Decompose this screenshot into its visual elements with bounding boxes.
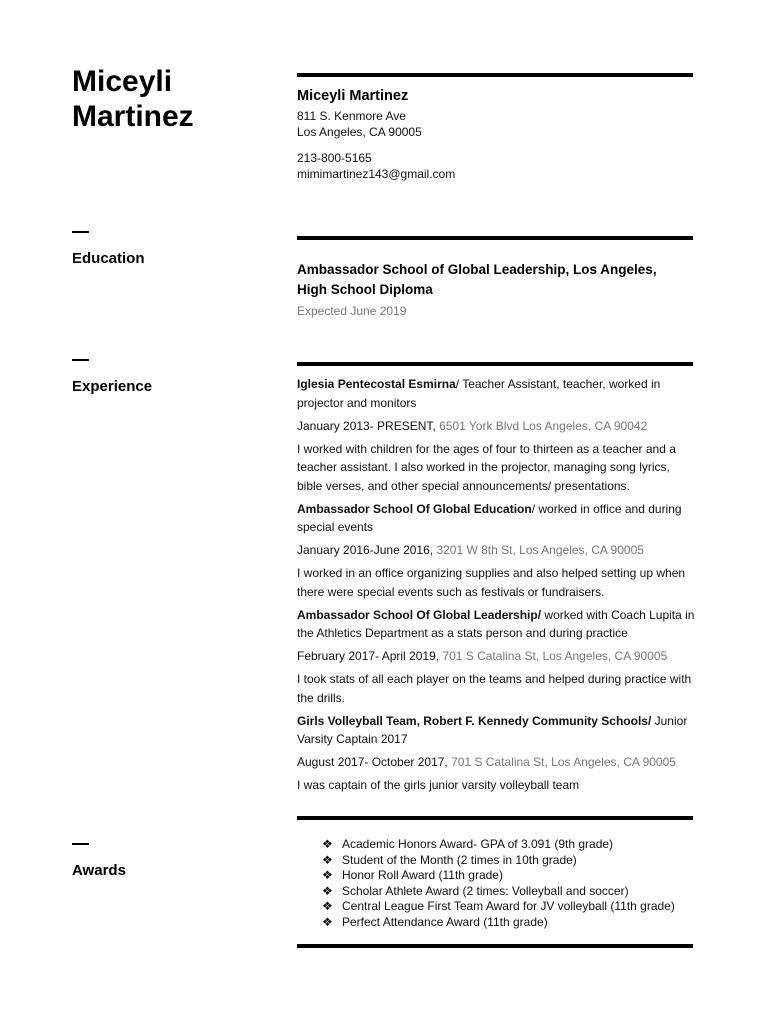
award-text: Central League First Team Award for JV volleyball (11th grade): [342, 899, 675, 913]
list-item: [322, 853, 702, 869]
job-address: 701 S Catalina St, Los Angeles, CA 90005: [442, 649, 668, 663]
contact-email: mimimartinez143@gmail.com: [297, 167, 456, 181]
job-org: Iglesia Pentecostal Esmirna: [297, 377, 456, 391]
list-item: [322, 837, 702, 853]
job-address: 6501 York Blvd Los Angeles, CA 90042: [439, 418, 648, 433]
experience-dash: [72, 359, 89, 361]
job-address: 3201 W 8th St, Los Angeles, CA 90005: [436, 543, 644, 557]
school-name: Ambassador School of Global Leadership, Los Angeles,: [297, 262, 657, 277]
experience-block: [297, 375, 697, 799]
divider-awards: [297, 816, 693, 820]
education-dash: [72, 231, 89, 233]
job-role: / Teacher Assistant, teacher, worked in projector and monitors: [297, 377, 661, 410]
job-dates: February 2017- April 2019,: [297, 649, 443, 663]
job-role: worked with Coach Lupita in the Athletics Department as a stats person and during practice: [297, 607, 695, 640]
job-title-line: [297, 500, 697, 537]
section-label-awards: Awards: [72, 862, 126, 879]
section-label-experience: Experience: [72, 378, 153, 395]
awards-dash: [72, 843, 89, 845]
job-description: I was captain of the girls junior varsity volleyball team: [297, 778, 580, 792]
job-title-line: [297, 606, 697, 643]
last-name: Martinez: [72, 100, 194, 133]
job-description: I worked with children for the ages of four to thirteen as a teacher and a teacher assistant. I also worked in the projector, managing song lyrics, bible verses, and other special announcements/ presentations.: [297, 441, 676, 493]
expected-date: Expected June 2019: [297, 304, 407, 318]
job-title-line: [297, 375, 697, 412]
job-org: Girls Volleyball Team, Robert F. Kennedy Community Schools/: [297, 713, 652, 728]
job-dates: January 2016-June 2016,: [297, 543, 437, 557]
first-name: Miceyli: [72, 65, 173, 98]
contact-block: [297, 88, 697, 182]
divider-top: [297, 73, 693, 77]
diamond-bullet-icon: ❖: [322, 914, 333, 929]
award-text: Academic Honors Award- GPA of 3.091 (9th grade): [342, 837, 614, 851]
job-dates-line: [297, 417, 697, 436]
award-text: Honor Roll Award (11th grade): [342, 868, 503, 882]
divider-experience: [297, 362, 693, 366]
diamond-bullet-icon: ❖: [322, 837, 333, 851]
list-item: [322, 868, 702, 884]
diamond-bullet-icon: ❖: [322, 899, 333, 913]
list-item: [322, 884, 702, 900]
diploma: High School Diploma: [297, 282, 433, 297]
divider-education: [297, 236, 693, 240]
job-dates-line: [297, 541, 697, 560]
diamond-bullet-icon: ❖: [322, 883, 333, 898]
job-description: I took stats of all each player on the teams and helped during practice with the drills.: [297, 672, 692, 705]
job-title-line: [297, 712, 697, 749]
job-org: Ambassador School Of Global Leadership/: [297, 607, 542, 622]
award-text: Student of the Month (2 times in 10th grade): [342, 852, 577, 867]
contact-phone: 213-800-5165: [297, 151, 372, 165]
list-item: [322, 899, 702, 915]
job-dates: August 2017- October 2017,: [297, 755, 452, 769]
contact-street: 811 S. Kenmore Ave: [297, 109, 406, 123]
contact-name: Miceyli Martinez: [297, 88, 409, 104]
resume-name-heading: [72, 64, 272, 134]
job-description: I worked in an office organizing supplies and also helped setting up when there were special events such as festivals or fundraisers.: [297, 566, 686, 599]
job-role: Junior Varsity Captain 2017: [297, 713, 688, 746]
award-text: Perfect Attendance Award (11th grade): [342, 914, 548, 929]
awards-list: [322, 837, 702, 930]
diamond-bullet-icon: ❖: [322, 852, 333, 867]
job-address: 701 S Catalina St, Los Angeles, CA 90005: [451, 755, 676, 769]
job-role: / worked in office and during special events: [297, 501, 682, 534]
section-label-education: Education: [72, 250, 145, 267]
job-dates: January 2013- PRESENT,: [297, 418, 440, 433]
divider-bottom: [297, 944, 693, 948]
list-item: [322, 915, 702, 931]
award-text: Scholar Athlete Award (2 times: Volleyball and soccer): [342, 883, 629, 898]
job-dates-line: [297, 753, 697, 772]
education-block: [297, 260, 697, 318]
job-org: Ambassador School Of Global Education: [297, 501, 532, 516]
contact-city: Los Angeles, CA 90005: [297, 125, 422, 139]
diamond-bullet-icon: ❖: [322, 868, 333, 882]
job-dates-line: [297, 647, 697, 666]
